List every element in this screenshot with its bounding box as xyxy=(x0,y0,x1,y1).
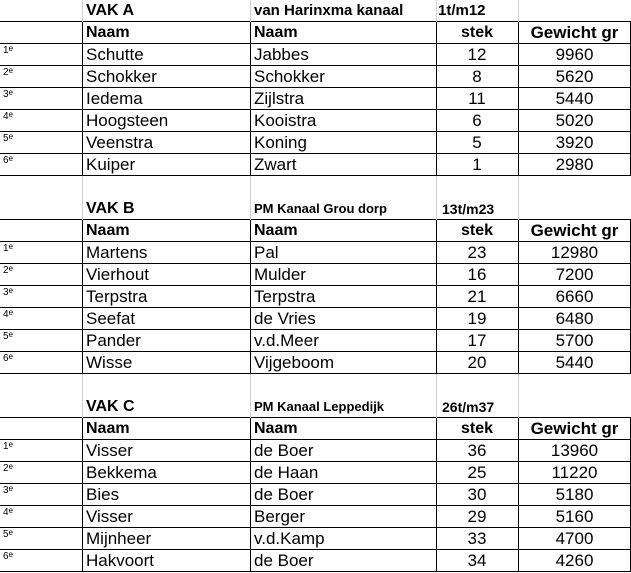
rank-suffix: e xyxy=(8,264,14,273)
stek-cell: 12 xyxy=(467,45,487,64)
grid-line-horizontal xyxy=(0,131,631,132)
rank-number: 3 xyxy=(3,485,9,496)
first-name-cell: Vierhout xyxy=(86,265,150,284)
grid-line-vertical xyxy=(436,22,437,176)
last-name-cell: Mulder xyxy=(254,265,306,284)
grid-line-faint xyxy=(82,0,83,22)
weight-cell: 5160 xyxy=(555,507,594,526)
stek-cell: 33 xyxy=(467,529,487,548)
section-stek-range: 26t/m37 xyxy=(442,399,495,415)
rank-number: 5 xyxy=(3,529,9,540)
last-name-cell: Kooistra xyxy=(254,111,317,130)
grid-line-faint xyxy=(82,198,83,220)
first-name-cell: Wisse xyxy=(86,353,133,372)
grid-line-vertical xyxy=(518,22,519,176)
grid-line-horizontal xyxy=(0,351,631,352)
table-row xyxy=(0,154,631,176)
table-row xyxy=(0,242,631,264)
last-name-cell: Schokker xyxy=(254,67,325,86)
weight-cell: 13960 xyxy=(550,441,599,460)
grid-line-horizontal xyxy=(0,263,631,264)
rank-cell xyxy=(0,440,82,462)
rank-number: 6 xyxy=(3,551,9,562)
header-stek: stek xyxy=(460,24,494,41)
grid-line-vertical xyxy=(250,418,251,572)
stek-cell: 21 xyxy=(467,287,487,306)
last-name-cell: Jabbes xyxy=(254,45,309,64)
rank-number: 4 xyxy=(3,111,9,122)
stek-cell: 1 xyxy=(472,155,482,174)
rank-cell xyxy=(0,462,82,484)
stek-cell: 34 xyxy=(467,551,487,570)
table-row xyxy=(0,506,631,528)
section-title-row xyxy=(0,396,631,418)
weight-cell: 3920 xyxy=(555,133,594,152)
table-row xyxy=(0,132,631,154)
header-gewicht: Gewicht gr xyxy=(530,221,619,240)
last-name-cell: Zijlstra xyxy=(254,89,305,108)
table-row xyxy=(0,88,631,110)
grid-line-faint xyxy=(436,0,437,22)
rank-number: 3 xyxy=(3,89,9,100)
header-stek: stek xyxy=(460,222,494,239)
grid-line-horizontal xyxy=(0,417,631,418)
grid-line-vertical xyxy=(82,418,83,572)
rank-suffix: e xyxy=(8,352,14,361)
grid-line-faint xyxy=(250,374,251,396)
grid-line-horizontal xyxy=(0,329,631,330)
last-name-cell: Berger xyxy=(254,507,306,526)
weight-cell: 6660 xyxy=(555,287,594,306)
rank-number: 3 xyxy=(3,287,9,298)
header-naam-2: Naam xyxy=(254,24,298,41)
rank-cell xyxy=(0,330,82,352)
section-vak-label: VAK C xyxy=(86,398,135,415)
table-row xyxy=(0,484,631,506)
grid-line-horizontal xyxy=(0,219,631,220)
rank-cell xyxy=(0,528,82,550)
stek-cell: 17 xyxy=(467,331,487,350)
last-name-cell: v.d.Kamp xyxy=(254,529,325,548)
table-row xyxy=(0,352,631,374)
rank-suffix: e xyxy=(8,286,14,295)
grid-line-horizontal xyxy=(0,307,631,308)
rank-suffix: e xyxy=(8,154,14,163)
table-row xyxy=(0,264,631,286)
rank-cell xyxy=(0,44,82,66)
last-name-cell: de Boer xyxy=(254,485,314,504)
header-naam-1: Naam xyxy=(86,420,130,437)
rank-number: 2 xyxy=(3,265,9,276)
rank-suffix: e xyxy=(8,330,14,339)
grid-line-faint xyxy=(518,0,519,22)
table-row xyxy=(0,462,631,484)
header-naam-1: Naam xyxy=(86,222,130,239)
weight-cell: 6480 xyxy=(555,309,594,328)
grid-line-vertical xyxy=(82,220,83,374)
rank-suffix: e xyxy=(8,484,14,493)
grid-line-faint xyxy=(436,198,437,220)
grid-line-horizontal xyxy=(0,549,631,550)
grid-line-horizontal xyxy=(0,439,631,440)
first-name-cell: Iedema xyxy=(86,89,143,108)
last-name-cell: de Boer xyxy=(254,551,314,570)
first-name-cell: Veenstra xyxy=(86,133,154,152)
rank-cell xyxy=(0,88,82,110)
section-stek-range: 13t/m23 xyxy=(442,201,495,217)
grid-line-vertical xyxy=(436,220,437,374)
rank-cell xyxy=(0,352,82,374)
grid-line-faint xyxy=(250,176,251,198)
weight-cell: 5620 xyxy=(555,67,594,86)
first-name-cell: Bekkema xyxy=(86,463,157,482)
last-name-cell: Koning xyxy=(254,133,307,152)
stek-cell: 8 xyxy=(472,67,482,86)
rank-suffix: e xyxy=(8,44,14,53)
grid-line-horizontal xyxy=(0,109,631,110)
grid-line-horizontal xyxy=(0,43,631,44)
header-gewicht: Gewicht gr xyxy=(530,419,619,438)
rank-number: 1 xyxy=(3,45,9,56)
rank-suffix: e xyxy=(8,462,14,471)
stek-cell: 5 xyxy=(472,133,482,152)
stek-cell: 23 xyxy=(467,243,487,262)
stek-cell: 29 xyxy=(467,507,487,526)
grid-line-vertical xyxy=(518,418,519,572)
weight-cell: 12980 xyxy=(550,243,599,262)
header-naam-2: Naam xyxy=(254,222,298,239)
stek-cell: 19 xyxy=(467,309,487,328)
first-name-cell: Kuiper xyxy=(86,155,136,174)
stek-cell: 36 xyxy=(467,441,487,460)
grid-line-faint xyxy=(82,374,83,396)
header-naam-1: Naam xyxy=(86,24,130,41)
first-name-cell: Schokker xyxy=(86,67,157,86)
last-name-cell: de Boer xyxy=(254,441,314,460)
grid-line-vertical xyxy=(250,220,251,374)
grid-line-faint xyxy=(250,0,251,22)
first-name-cell: Mijnheer xyxy=(86,529,152,548)
first-name-cell: Hoogsteen xyxy=(86,111,169,130)
grid-line-vertical xyxy=(82,22,83,176)
rank-suffix: e xyxy=(8,308,14,317)
section-title-row xyxy=(0,198,631,220)
first-name-cell: Visser xyxy=(86,507,133,526)
weight-cell: 11220 xyxy=(551,463,598,482)
rank-cell xyxy=(0,506,82,528)
table-row xyxy=(0,44,631,66)
last-name-cell: Terpstra xyxy=(254,287,316,306)
stek-cell: 16 xyxy=(467,265,487,284)
last-name-cell: de Vries xyxy=(254,309,316,328)
section-location: PM Kanaal Leppedijk xyxy=(254,399,385,414)
table-row xyxy=(0,66,631,88)
table-header-row xyxy=(0,22,631,44)
section-vak-label: VAK A xyxy=(86,2,134,19)
section-title-row xyxy=(0,0,631,22)
rank-cell xyxy=(0,550,82,572)
grid-line-horizontal xyxy=(0,527,631,528)
rank-number: 1 xyxy=(3,441,9,452)
grid-line-horizontal xyxy=(0,505,631,506)
grid-line-horizontal xyxy=(0,65,631,66)
rank-cell xyxy=(0,308,82,330)
grid-line-faint xyxy=(250,198,251,220)
first-name-cell: Terpstra xyxy=(86,287,148,306)
rank-number: 6 xyxy=(3,155,9,166)
rank-suffix: e xyxy=(8,132,14,141)
section-location: PM Kanaal Grou dorp xyxy=(254,201,387,216)
last-name-cell: Pal xyxy=(254,243,279,262)
table-row xyxy=(0,330,631,352)
weight-cell: 5440 xyxy=(555,89,594,108)
weight-cell: 7200 xyxy=(555,265,594,284)
grid-line-faint xyxy=(518,374,519,396)
first-name-cell: Seefat xyxy=(86,309,136,328)
rank-number: 5 xyxy=(3,133,9,144)
rank-number: 5 xyxy=(3,331,9,342)
stek-cell: 6 xyxy=(472,111,482,130)
first-name-cell: Pander xyxy=(86,331,141,350)
rank-suffix: e xyxy=(8,506,14,515)
rank-suffix: e xyxy=(8,440,14,449)
rank-cell xyxy=(0,484,82,506)
grid-line-faint xyxy=(518,176,519,198)
last-name-cell: v.d.Meer xyxy=(254,331,319,350)
rank-suffix: e xyxy=(8,66,14,75)
rank-number: 2 xyxy=(3,67,9,78)
grid-line-faint xyxy=(518,396,519,418)
grid-line-faint xyxy=(518,198,519,220)
first-name-cell: Visser xyxy=(86,441,133,460)
stek-cell: 20 xyxy=(467,353,487,372)
stek-cell: 25 xyxy=(467,463,487,482)
grid-line-vertical xyxy=(518,220,519,374)
rank-number: 1 xyxy=(3,243,9,254)
weight-cell: 5180 xyxy=(555,485,594,504)
rank-number: 4 xyxy=(3,309,9,320)
rank-cell xyxy=(0,242,82,264)
grid-line-horizontal xyxy=(0,461,631,462)
weight-cell: 2980 xyxy=(555,155,594,174)
grid-line-faint xyxy=(436,396,437,418)
weight-cell: 5440 xyxy=(555,353,594,372)
rank-suffix: e xyxy=(8,242,14,251)
rank-cell xyxy=(0,132,82,154)
header-gewicht: Gewicht gr xyxy=(530,23,619,42)
rank-number: 4 xyxy=(3,507,9,518)
grid-line-faint xyxy=(436,374,437,396)
table-row xyxy=(0,308,631,330)
grid-line-faint xyxy=(82,176,83,198)
section-vak-label: VAK B xyxy=(86,200,135,217)
grid-line-horizontal xyxy=(0,483,631,484)
rank-number: 2 xyxy=(3,463,9,474)
stek-cell: 30 xyxy=(467,485,487,504)
header-stek: stek xyxy=(460,420,494,437)
header-naam-2: Naam xyxy=(254,420,298,437)
table-row xyxy=(0,286,631,308)
rank-number: 6 xyxy=(3,353,9,364)
grid-line-horizontal xyxy=(0,87,631,88)
rank-cell xyxy=(0,66,82,88)
rank-cell xyxy=(0,110,82,132)
last-name-cell: Vijgeboom xyxy=(254,353,335,372)
weight-cell: 5020 xyxy=(555,111,594,130)
section-location: van Harinxma kanaal xyxy=(254,2,404,19)
grid-line-faint xyxy=(250,396,251,418)
weight-cell: 5700 xyxy=(555,331,594,350)
section-stek-range: 1t/m12 xyxy=(438,2,486,19)
table-header-row xyxy=(0,418,631,440)
rank-suffix: e xyxy=(8,110,14,119)
last-name-cell: de Haan xyxy=(254,463,319,482)
first-name-cell: Martens xyxy=(86,243,148,262)
rank-suffix: e xyxy=(8,88,14,97)
grid-line-horizontal xyxy=(0,285,631,286)
grid-line-horizontal xyxy=(0,153,631,154)
table-row xyxy=(0,110,631,132)
grid-line-vertical xyxy=(250,22,251,176)
rank-suffix: e xyxy=(8,550,14,559)
table-row xyxy=(0,528,631,550)
grid-line-horizontal xyxy=(0,21,631,22)
grid-line-horizontal xyxy=(0,241,631,242)
grid-line-faint xyxy=(82,396,83,418)
rank-cell xyxy=(0,154,82,176)
weight-cell: 4700 xyxy=(555,529,594,548)
grid-line-vertical xyxy=(436,418,437,572)
weight-cell: 9960 xyxy=(555,45,594,64)
table-row xyxy=(0,550,631,572)
rank-cell xyxy=(0,264,82,286)
first-name-cell: Schutte xyxy=(86,45,144,64)
last-name-cell: Zwart xyxy=(254,155,297,174)
grid-line-horizontal xyxy=(0,373,631,374)
rank-cell xyxy=(0,286,82,308)
grid-line-faint xyxy=(436,176,437,198)
grid-line-horizontal xyxy=(0,175,631,176)
stek-cell: 11 xyxy=(468,89,486,108)
first-name-cell: Bies xyxy=(86,485,120,504)
grid-line-horizontal xyxy=(0,571,631,572)
table-header-row xyxy=(0,220,631,242)
rank-suffix: e xyxy=(8,528,14,537)
weight-cell: 4260 xyxy=(555,551,594,570)
first-name-cell: Hakvoort xyxy=(86,551,155,570)
table-row xyxy=(0,440,631,462)
